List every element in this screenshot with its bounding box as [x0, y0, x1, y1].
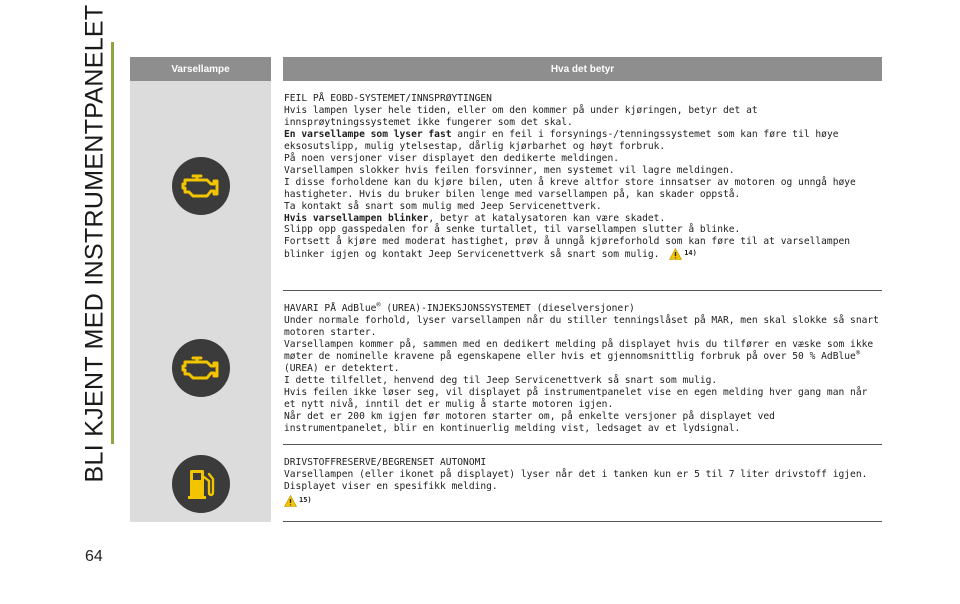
table-row: [130, 81, 882, 291]
icon-cell: [130, 291, 271, 445]
icon-cell: [130, 81, 271, 291]
table-row: [130, 445, 882, 522]
fuel-pump-icon: [172, 455, 230, 513]
warning-triangle-icon: [669, 248, 682, 260]
table-header: [130, 57, 882, 81]
engine-warning-icon: [172, 157, 230, 215]
warning-lights-table: [130, 57, 882, 522]
column-header-meaning: Hva det betyr: [283, 57, 882, 81]
footnote-ref: 15): [299, 495, 312, 504]
section-rule: [111, 42, 114, 444]
row-title: FEIL PÅ EOBD-SYSTEMET/INNSPRØYTINGEN: [284, 93, 492, 104]
description-cell: FEIL PÅ EOBD-SYSTEMET/INNSPRØYTINGEN Hvis lampen lyser hele tiden, eller om den kommer på under kjøringen, betyr det at innsprøytningssystemet ikke fungerer som det skal. En varsellampe som lyser fast angir en feil i forsynings-/tenningssystemet som kan føre til høye eksosutslipp, mulig ytelsestap, dårlig kjørbarhet og høyt forbruk. På noen versjoner viser displayet den dedikerte meldingen. Varsellampen slokker hvis feilen forsvinner, men systemet vil lagre meldingen. I disse forholdene kan du kjøre bilen, uten å kreve altfor store innsatser av motoren og unngå høye hastigheter. Hvis du bruker bilen lenge med varsellampen på, kan skader oppstå. Ta kontakt så snart som mulig med Jeep Servicenettverk. Hvis varsellampen blinker, betyr at katalysatoren kan være skadet. Slipp opp gasspedalen for å senke turtallet, til varsellampen slutter å blinke. Fortsett å kjøre med moderat hastighet, prøv å unngå kjøreforhold som kan føre til at varsellampen blinker igjen og kontakt Jeep Servicenettverk så snart som mulig. 14): [283, 81, 882, 291]
column-header-warning-light: Varsellampe: [130, 57, 271, 81]
page-number: 64: [85, 548, 103, 565]
warning-triangle-icon: [284, 495, 297, 507]
row-title: DRIVSTOFFRESERVE/BEGRENSET AUTONOMI: [284, 457, 487, 468]
section-title: BLI KJENT MED INSTRUMENTPANELET: [80, 4, 109, 482]
engine-warning-icon: [172, 339, 230, 397]
table-row: [130, 291, 882, 445]
footnote-ref: 14): [684, 249, 697, 258]
row-title: HAVARI PÅ AdBlue® (UREA)-INJEKSJONSSYSTEMET (dieselversjoner): [284, 300, 635, 314]
icon-cell: [130, 445, 271, 522]
description-cell: DRIVSTOFFRESERVE/BEGRENSET AUTONOMI Varsellampen (eller ikonet på displayet) lyser når det i tanken kun er 5 til 7 liter drivstoff igjen. Displayet viser en spesifikk melding. 15): [283, 445, 882, 522]
description-cell: HAVARI PÅ AdBlue® (UREA)-INJEKSJONSSYSTEMET (dieselversjoner) Under normale forhold, lyser varsellampen når du stiller tenningslåset på MAR, men skal slokke så snart motoren starter. Varsellampen kommer på, sammen med en dedikert melding på displayet hvis du tilfører en væske som ikke møter de nominelle kravene på egenskapene eller hvis et gjennomsnittlig forbruk på over 50 % AdBlue® (UREA) er detektert. I dette tilfellet, henvend deg til Jeep Servicenettverk så snart som mulig. Hvis feilen ikke løser seg, vil displayet på instrumentpanelet vise en egen melding hver gang man når et nytt nivå, inntil det er mulig å starte motoren igjen. Når det er 200 km igjen før motoren starter om, på enkelte versjoner på displayet ved instrumentpanelet, blir en kontinuerlig melding vist, ledsaget av et lydsignal.: [283, 291, 882, 445]
